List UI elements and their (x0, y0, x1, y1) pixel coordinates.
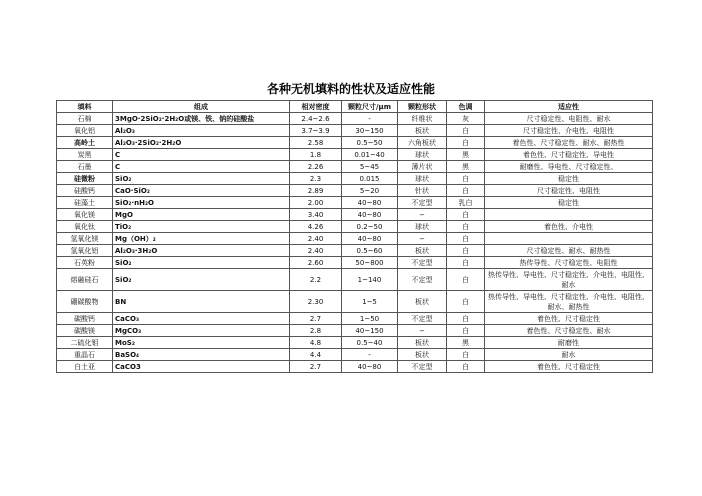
composition-cell: MgCO₃ (113, 325, 290, 337)
particle-shape-cell: 板状 (398, 291, 447, 313)
density-cell: 2.89 (290, 185, 342, 197)
table-row (57, 197, 653, 209)
header-color: 色调 (447, 101, 485, 113)
particle-size-cell: 1~5 (342, 291, 398, 313)
filler-name-cell: 氧化铝 (57, 125, 113, 137)
filler-name-cell: 氧化镁 (57, 209, 113, 221)
particle-shape-cell: 板状 (398, 337, 447, 349)
table-row (57, 349, 653, 361)
header-row (57, 101, 653, 113)
adaptability-cell: 稳定性 (485, 197, 653, 209)
composition-cell: SiO₂ (113, 257, 290, 269)
filler-name-cell: 氢氧化镁 (57, 233, 113, 245)
density-cell: 2.7 (290, 361, 342, 373)
composition-cell: MgO (113, 209, 290, 221)
particle-shape-cell: 球状 (398, 221, 447, 233)
table-row (57, 221, 653, 233)
table-row (57, 209, 653, 221)
filler-table (56, 100, 653, 373)
composition-cell: Mg（OH）₂ (113, 233, 290, 245)
filler-name-cell: 白土亚 (57, 361, 113, 373)
particle-shape-cell: 不定型 (398, 361, 447, 373)
composition-cell: SiO₂·nH₂O (113, 197, 290, 209)
particle-size-cell: 1~50 (342, 313, 398, 325)
composition-cell: BaSO₄ (113, 349, 290, 361)
header-density: 相对密度 (290, 101, 342, 113)
adaptability-cell: 着色性、尺寸稳定性 (485, 313, 653, 325)
adaptability-cell: 着色性、介电性 (485, 221, 653, 233)
adaptability-cell (485, 209, 653, 221)
color-cell: 白 (447, 185, 485, 197)
composition-cell: Al₂O₃ (113, 125, 290, 137)
density-cell: 2.58 (290, 137, 342, 149)
header-particle-shape: 颗粒形状 (398, 101, 447, 113)
color-cell: 黑 (447, 149, 485, 161)
composition-cell: TiO₂ (113, 221, 290, 233)
composition-cell: CaO·SiO₂ (113, 185, 290, 197)
adaptability-cell: 尺寸稳定性、介电性、电阻性 (485, 125, 653, 137)
color-cell: 灰 (447, 113, 485, 125)
particle-size-cell: 0.5~40 (342, 337, 398, 349)
density-cell: 2.40 (290, 233, 342, 245)
color-cell: 白 (447, 137, 485, 149)
composition-cell: C (113, 161, 290, 173)
particle-size-cell: 40~80 (342, 361, 398, 373)
particle-size-cell: 40~80 (342, 233, 398, 245)
table-row (57, 245, 653, 257)
color-cell: 黑 (447, 337, 485, 349)
particle-shape-cell: 板状 (398, 125, 447, 137)
header-adaptability: 适应性 (485, 101, 653, 113)
density-cell: 2.60 (290, 257, 342, 269)
color-cell: 白 (447, 361, 485, 373)
table-row (57, 137, 653, 149)
color-cell: 白 (447, 349, 485, 361)
adaptability-cell: 耐水 (485, 349, 653, 361)
density-cell: 4.4 (290, 349, 342, 361)
adaptability-cell: 耐磨性、导电性、尺寸稳定性、 (485, 161, 653, 173)
filler-name-cell: 硅酸钙 (57, 185, 113, 197)
particle-shape-cell: 球状 (398, 149, 447, 161)
particle-shape-cell: 不定型 (398, 269, 447, 291)
filler-name-cell: 石棉 (57, 113, 113, 125)
table-row (57, 113, 653, 125)
filler-name-cell: 二硫化钼 (57, 337, 113, 349)
particle-shape-cell: 不定型 (398, 197, 447, 209)
filler-name-cell: 重晶石 (57, 349, 113, 361)
adaptability-cell: 热传导性、导电性、尺寸稳定性、介电性、电阻性、耐水、耐热性 (485, 291, 653, 313)
composition-cell: MoS₂ (113, 337, 290, 349)
table-row (57, 233, 653, 245)
table-row (57, 185, 653, 197)
composition-cell: Al₂O₃·2SiO₂·2H₂O (113, 137, 290, 149)
color-cell: 白 (447, 325, 485, 337)
table-row (57, 125, 653, 137)
particle-size-cell: 1~140 (342, 269, 398, 291)
particle-shape-cell: 薄片状 (398, 161, 447, 173)
density-cell: 4.8 (290, 337, 342, 349)
adaptability-cell: 着色性、尺寸稳定性 (485, 361, 653, 373)
particle-size-cell: 0.015 (342, 173, 398, 185)
particle-shape-cell: 不定型 (398, 313, 447, 325)
density-cell: 2.7 (290, 313, 342, 325)
table-row (57, 173, 653, 185)
table-row (57, 313, 653, 325)
particle-shape-cell: − (398, 325, 447, 337)
density-cell: 2.40 (290, 245, 342, 257)
color-cell: 白 (447, 257, 485, 269)
density-cell: 2.00 (290, 197, 342, 209)
color-cell: 白 (447, 173, 485, 185)
header-particle-size: 颗粒尺寸/μm (342, 101, 398, 113)
color-cell: 白 (447, 269, 485, 291)
adaptability-cell: 着色性、尺寸稳定性、导电性 (485, 149, 653, 161)
color-cell: 白 (447, 233, 485, 245)
header-composition: 组成 (113, 101, 290, 113)
table-row (57, 361, 653, 373)
filler-name-cell: 石英粉 (57, 257, 113, 269)
density-cell: 2.2 (290, 269, 342, 291)
particle-size-cell: 5~20 (342, 185, 398, 197)
adaptability-cell: 热传导性、导电性、尺寸稳定性、介电性、电阻性、耐水 (485, 269, 653, 291)
table-title: 各种无机填料的性状及适应性能 (266, 82, 435, 96)
particle-size-cell: 40~80 (342, 209, 398, 221)
particle-shape-cell: 纤维状 (398, 113, 447, 125)
density-cell: 2.26 (290, 161, 342, 173)
particle-shape-cell: 不定型 (398, 257, 447, 269)
adaptability-cell: 尺寸稳定性、电阻性 (485, 185, 653, 197)
adaptability-cell: 尺寸稳定性、耐水、耐热性 (485, 245, 653, 257)
header-filler: 填料 (57, 101, 113, 113)
composition-cell: CaCO3 (113, 361, 290, 373)
color-cell: 白 (447, 125, 485, 137)
density-cell: 4.26 (290, 221, 342, 233)
particle-size-cell: 30~150 (342, 125, 398, 137)
color-cell: 白 (447, 209, 485, 221)
particle-size-cell: 0.01~40 (342, 149, 398, 161)
adaptability-cell: 耐磨性 (485, 337, 653, 349)
adaptability-cell: 着色性、尺寸稳定性、耐水 (485, 325, 653, 337)
particle-shape-cell: 板状 (398, 349, 447, 361)
adaptability-cell: 热传导性、尺寸稳定性、电阻性 (485, 257, 653, 269)
table-row (57, 269, 653, 291)
particle-shape-cell: − (398, 233, 447, 245)
composition-cell: Al₂O₃·3H₂O (113, 245, 290, 257)
density-cell: 2.8 (290, 325, 342, 337)
density-cell: 2.30 (290, 291, 342, 313)
adaptability-cell: 尺寸稳定性、电阻性、耐水 (485, 113, 653, 125)
particle-size-cell: 50~800 (342, 257, 398, 269)
composition-cell: SiO₂ (113, 173, 290, 185)
density-cell: 2.4~2.6 (290, 113, 342, 125)
filler-name-cell: 硅微粉 (57, 173, 113, 185)
filler-name-cell: 炭黑 (57, 149, 113, 161)
particle-shape-cell: 针状 (398, 185, 447, 197)
filler-name-cell: 碳酸钙 (57, 313, 113, 325)
particle-shape-cell: 板状 (398, 245, 447, 257)
color-cell: 白 (447, 291, 485, 313)
particle-size-cell: - (342, 113, 398, 125)
density-cell: 1.8 (290, 149, 342, 161)
density-cell: 3.7~3.9 (290, 125, 342, 137)
composition-cell: SiO₂ (113, 269, 290, 291)
table-row (57, 291, 653, 313)
filler-name-cell: 氢氧化铝 (57, 245, 113, 257)
adaptability-cell (485, 233, 653, 245)
adaptability-cell: 稳定性 (485, 173, 653, 185)
filler-name-cell: 硅藻土 (57, 197, 113, 209)
particle-shape-cell: − (398, 209, 447, 221)
table-row (57, 337, 653, 349)
composition-cell: C (113, 149, 290, 161)
color-cell: 黑 (447, 161, 485, 173)
particle-shape-cell: 球状 (398, 173, 447, 185)
table-row (57, 149, 653, 161)
filler-name-cell: 氧化钛 (57, 221, 113, 233)
composition-cell: 3MgO·2SiO₂·2H₂O或镁、铁、钠的硅酸盐 (113, 113, 290, 125)
filler-name-cell: 石墨 (57, 161, 113, 173)
particle-shape-cell: 六角板状 (398, 137, 447, 149)
filler-name-cell: 硼碳酸物 (57, 291, 113, 313)
particle-size-cell: 40~80 (342, 197, 398, 209)
table-row (57, 257, 653, 269)
color-cell: 乳白 (447, 197, 485, 209)
table-row (57, 325, 653, 337)
color-cell: 白 (447, 313, 485, 325)
particle-size-cell: 0.5~50 (342, 137, 398, 149)
particle-size-cell: 5~45 (342, 161, 398, 173)
particle-size-cell: 0.2~50 (342, 221, 398, 233)
color-cell: 白 (447, 221, 485, 233)
filler-name-cell: 熔融硅石 (57, 269, 113, 291)
particle-size-cell: 40~150 (342, 325, 398, 337)
particle-size-cell: - (342, 349, 398, 361)
adaptability-cell: 着色性、尺寸稳定性、耐水、耐热性 (485, 137, 653, 149)
composition-cell: CaCO₃ (113, 313, 290, 325)
particle-size-cell: 0.5~60 (342, 245, 398, 257)
color-cell: 白 (447, 245, 485, 257)
density-cell: 2.3 (290, 173, 342, 185)
table-row (57, 161, 653, 173)
composition-cell: BN (113, 291, 290, 313)
filler-name-cell: 碳酸镁 (57, 325, 113, 337)
filler-name-cell: 高岭土 (57, 137, 113, 149)
density-cell: 3.40 (290, 209, 342, 221)
